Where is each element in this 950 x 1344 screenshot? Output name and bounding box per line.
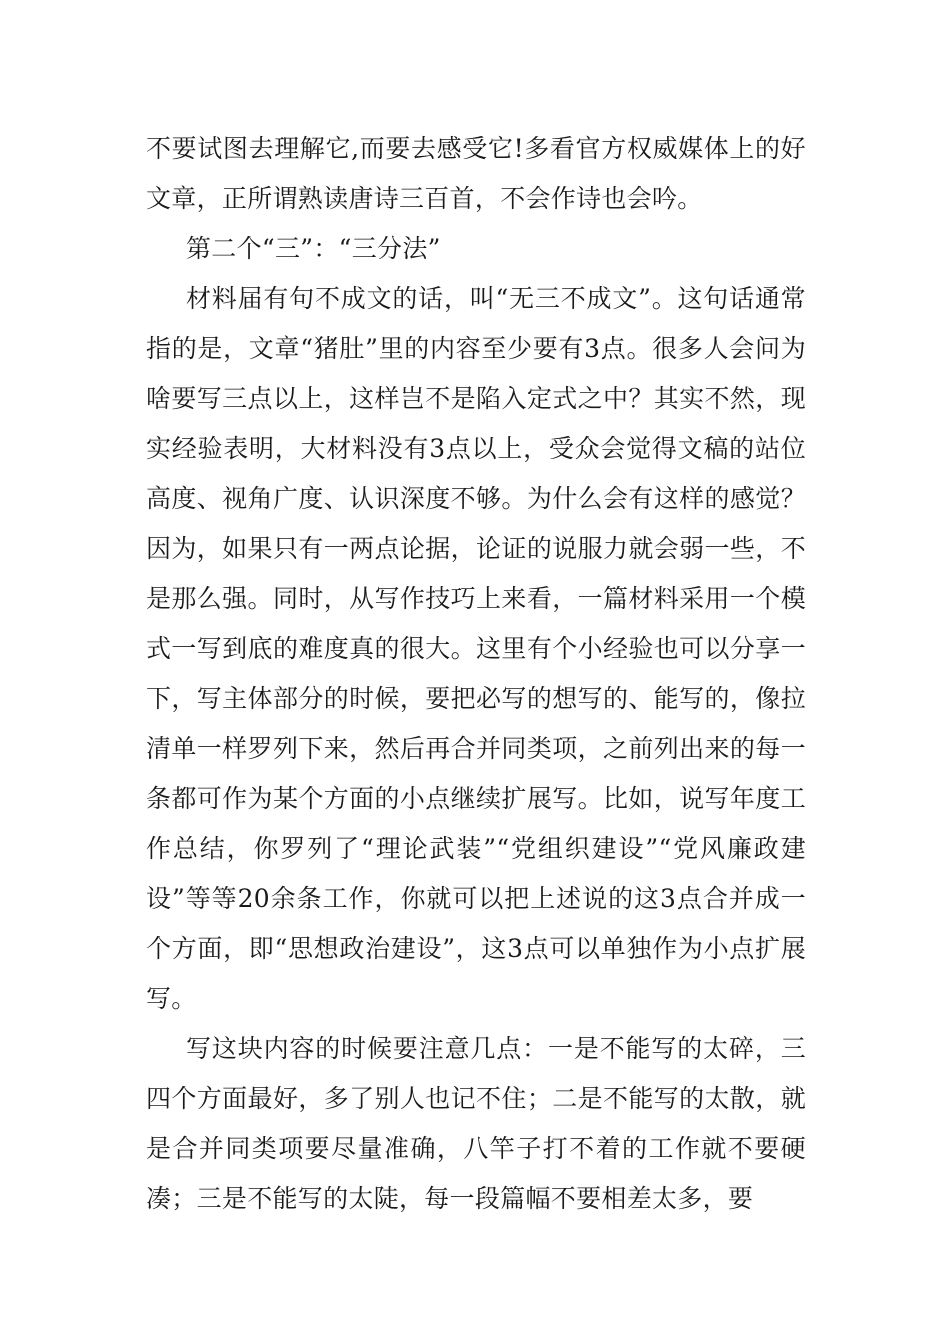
document-page (146, 124, 806, 1224)
paragraph-1: 不要试图去理解它,而要去感受它!多看官方权威媒体上的好文章，正所谓熟读唐诗三百首，不会作诗也会吟。 (146, 134, 806, 213)
section-heading: 第二个“三”：“三分法” (186, 234, 441, 263)
paragraph-3: 写这块内容的时候要注意几点：一是不能写的太碎，三四个方面最好，多了别人也记不住；二是不能写的太散，就是合并同类项要尽量准确，八竿子打不着的工作就不要硬凑；三是不能写的太陡，每一段篇幅不要相差太多，要 (146, 1034, 806, 1213)
paragraph-2: 材料届有句不成文的话，叫“无三不成文”。这句话通常指的是，文章“猪肚”里的内容至少要有3点。很多人会问为啥要写三点以上，这样岂不是陷入定式之中？其实不然，现实经验表明，大材料没有3点以上，受众会觉得文稿的站位高度、视角广度、认识深度不够。为什么会有这样的感觉？因为，如果只有一两点论据，论证的说服力就会弱一些，不是那么强。同时，从写作技巧上来看，一篇材料采用一个模式一写到底的难度真的很大。这里有个小经验也可以分享一下，写主体部分的时候，要把必写的想写的、能写的，像拉清单一样罗列下来，然后再合并同类项，之前列出来的每一条都可作为某个方面的小点继续扩展写。比如，说写年度工作总结，你罗列了“理论武装”“党组织建设”“党风廉政建设”等等20余条工作，你就可以把上述说的这3点合并成一个方面，即“思想政治建设”，这3点可以单独作为小点扩展写。 (146, 284, 806, 1013)
